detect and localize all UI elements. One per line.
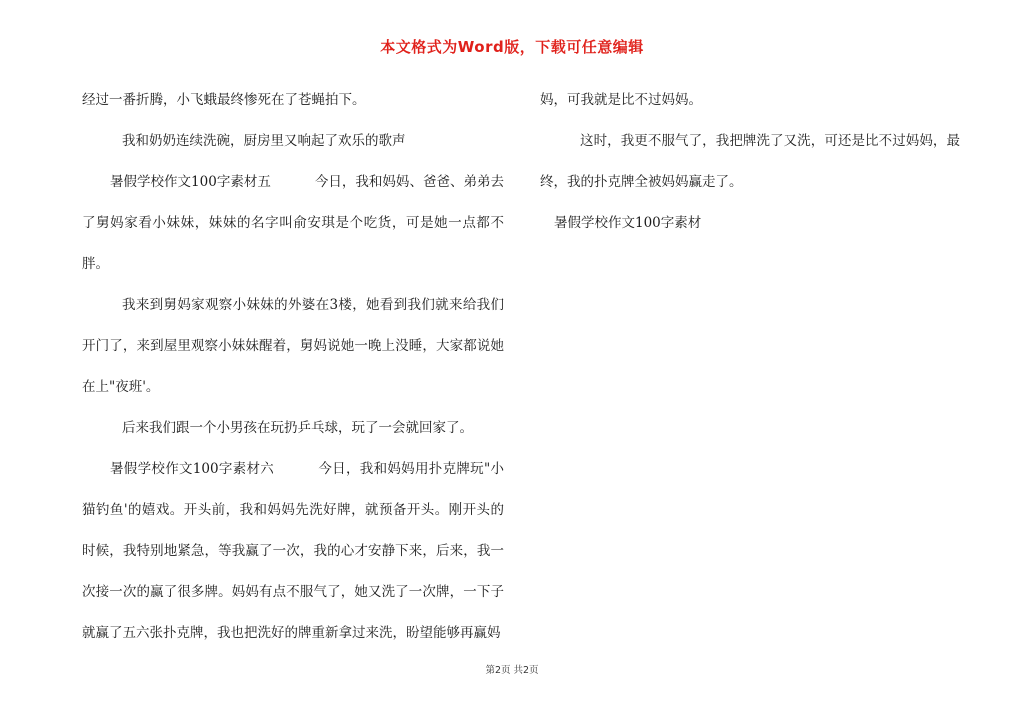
- page-footer: 第2页 共2页: [485, 665, 539, 676]
- paragraph-body: 今日，我和妈妈、爸爸、弟弟去了舅妈家看小妹妹，妹妹的名字叫俞安琪是个吃货，可是她一点都不胖。: [82, 174, 504, 272]
- right-column: [540, 80, 960, 244]
- paragraph: 我和奶奶连续洗碗，厨房里又响起了欢乐的歌声: [122, 133, 406, 149]
- paragraph: 我来到舅妈家观察小妹妹的外婆在3楼，她看到我们就来给我们开门了，来到屋里观察小妹妹醒着，舅妈说她一晚上没睡，大家都说她在上"夜班'。: [82, 297, 504, 395]
- paragraph: 这时，我更不服气了，我把牌洗了又洗，可还是比不过妈妈，最终，我的扑克牌全被妈妈赢走了。: [540, 133, 960, 190]
- section-heading: 暑假学校作文100字素材五: [110, 174, 271, 190]
- left-column: [82, 80, 504, 654]
- paragraph: [82, 449, 504, 654]
- paragraph: 暑假学校作文100字素材: [554, 215, 702, 231]
- paragraph: [82, 162, 504, 285]
- paragraph: 妈，可我就是比不过妈妈。: [540, 92, 702, 108]
- download-banner: 本文格式为Word版，下载可任意编辑: [380, 38, 644, 56]
- paragraph: 后来我们跟一个小男孩在玩扔乒乓球，玩了一会就回家了。: [122, 420, 473, 436]
- paragraph-body: 今日，我和妈妈用扑克牌玩"小猫钓鱼'的嬉戏。开头前，我和妈妈先洗好牌，就预备开头。刚开头的时候，我特别地紧急，等我赢了一次，我的心才安静下来，后来，我一次接一次的赢了很多牌。妈妈有点不服气了，她又洗了一次牌，一下子就赢了五六张扑克牌，我也把洗好的牌重新拿过来洗，盼望能够再赢妈: [82, 461, 504, 641]
- section-heading: 暑假学校作文100字素材六: [110, 461, 275, 477]
- paragraph: 经过一番折腾，小飞蛾最终惨死在了苍蝇拍下。: [82, 92, 366, 108]
